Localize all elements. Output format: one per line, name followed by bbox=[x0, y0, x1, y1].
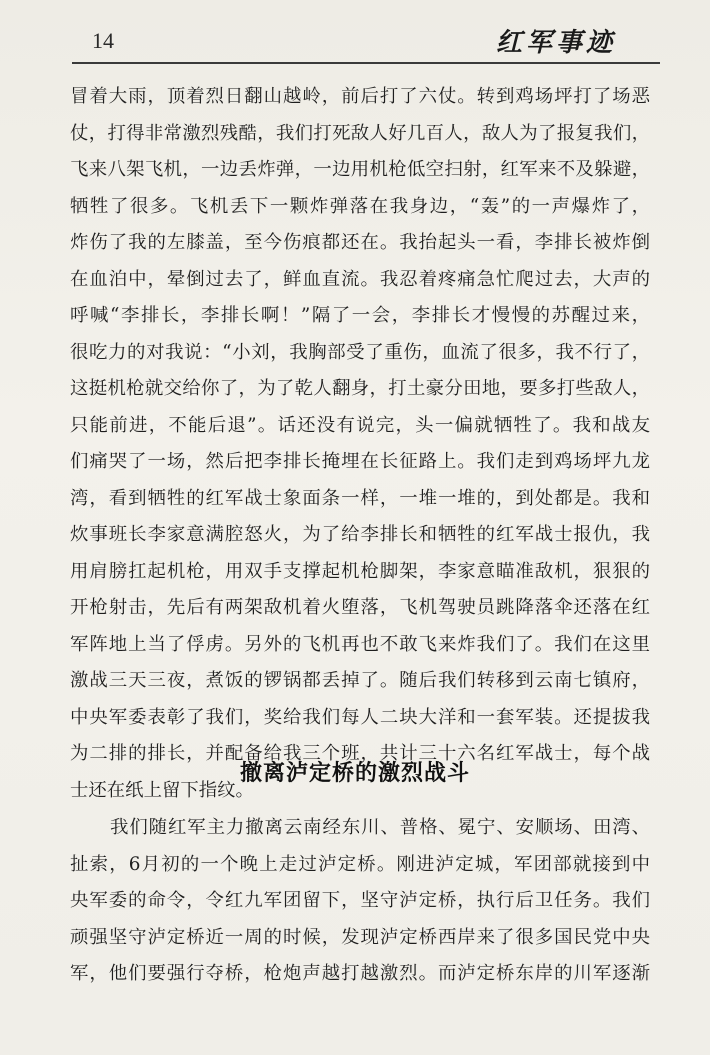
page-header bbox=[72, 18, 660, 64]
text-line: 们痛哭了一场，然后把李排长掩埋在长征路上。我们走到鸡场坪九龙 bbox=[70, 451, 650, 472]
text-line: 开枪射击，先后有两架敌机着火堕落，飞机驾驶员跳降落伞还落在红 bbox=[70, 597, 650, 618]
text-line: 中央军委表彰了我们，奖给我们每人二块大洋和一套军装。还提拔我 bbox=[70, 706, 650, 728]
body-paragraph-1 bbox=[70, 79, 650, 809]
header-rule bbox=[72, 62, 660, 64]
text-line: 湾，看到牺牲的红军战士象面条一样，一堆一堆的，到处都是。我和 bbox=[70, 487, 650, 509]
section-heading: 撤离泸定桥的激烈战斗 bbox=[239, 761, 470, 786]
text-line: 顽强坚守泸定桥近一周的时候，发现泸定桥西岸来了很多国民党中央 bbox=[70, 926, 650, 948]
text-line: 仗，打得非常激烈残酷，我们打死敌人好几百人，敌人为了报复我们， bbox=[70, 122, 650, 144]
body-paragraph-2 bbox=[70, 810, 650, 993]
text-line: 为二排的排长，并配备给我三个班，共计三十六名红军战士，每个战 bbox=[70, 743, 650, 764]
text-line: 用肩膀扛起机枪，用双手支撑起机枪脚架，李家意瞄准敌机，狠狠的 bbox=[70, 560, 650, 582]
text-line: 炸伤了我的左膝盖，至今伤痕都还在。我抬起头一看，李排长被炸倒 bbox=[70, 232, 650, 253]
text-line: 我们随红军主力撤离云南经东川、普格、冕宁、安顺场、田湾、 bbox=[110, 817, 650, 838]
text-line: 牺牲了很多。飞机丢下一颗炸弹落在我身边，“轰”的一声爆炸了， bbox=[70, 195, 650, 217]
text-line: 冒着大雨，顶着烈日翻山越岭，前后打了六仗。转到鸡场坪打了场恶 bbox=[70, 86, 650, 107]
text-line: 扯索，6月初的一个晚上走过泸定桥。刚进泸定城，军团部就接到中 bbox=[70, 853, 650, 875]
text-line: 只能前进，不能后退”。话还没有说完，头一偏就牺牲了。我和战友 bbox=[70, 414, 650, 436]
text-line: 在血泊中，晕倒过去了，鲜血直流。我忍着疼痛急忙爬过去，大声的 bbox=[70, 268, 650, 290]
text-line: 呼喊“李排长，李排长啊！”隔了一会，李排长才慢慢的苏醒过来， bbox=[70, 305, 650, 326]
text-line: 激战三天三夜，煮饭的锣锅都丢掉了。随后我们转移到云南七镇府， bbox=[70, 670, 650, 691]
text-line: 士还在纸上留下指纹。 bbox=[70, 779, 254, 801]
text-line: 飞来八架飞机，一边丢炸弹，一边用机枪低空扫射，红军来不及躲避， bbox=[70, 159, 650, 180]
text-line: 这挺机枪就交给你了，为了乾人翻身，打土豪分田地，要多打些敌人， bbox=[70, 378, 650, 399]
text-line: 炊事班长李家意满腔怒火，为了给李排长和牺牲的红军战士报仇，我 bbox=[70, 524, 650, 545]
text-line: 很吃力的对我说：“小刘，我胸部受了重伤，血流了很多，我不行了， bbox=[70, 341, 650, 363]
text-line: 军阵地上当了俘虏。另外的飞机再也不敢飞来炸我们了。我们在这里 bbox=[70, 633, 650, 655]
text-line: 军，他们要强行夺桥，枪炮声越打越激烈。而泸定桥东岸的川军逐渐 bbox=[70, 963, 650, 984]
page-number: 14 bbox=[92, 28, 114, 53]
text-line: 央军委的命令，令红九军团留下，坚守泸定桥，执行后卫任务。我们 bbox=[70, 890, 650, 911]
running-title: 红军事迹 bbox=[495, 28, 616, 58]
